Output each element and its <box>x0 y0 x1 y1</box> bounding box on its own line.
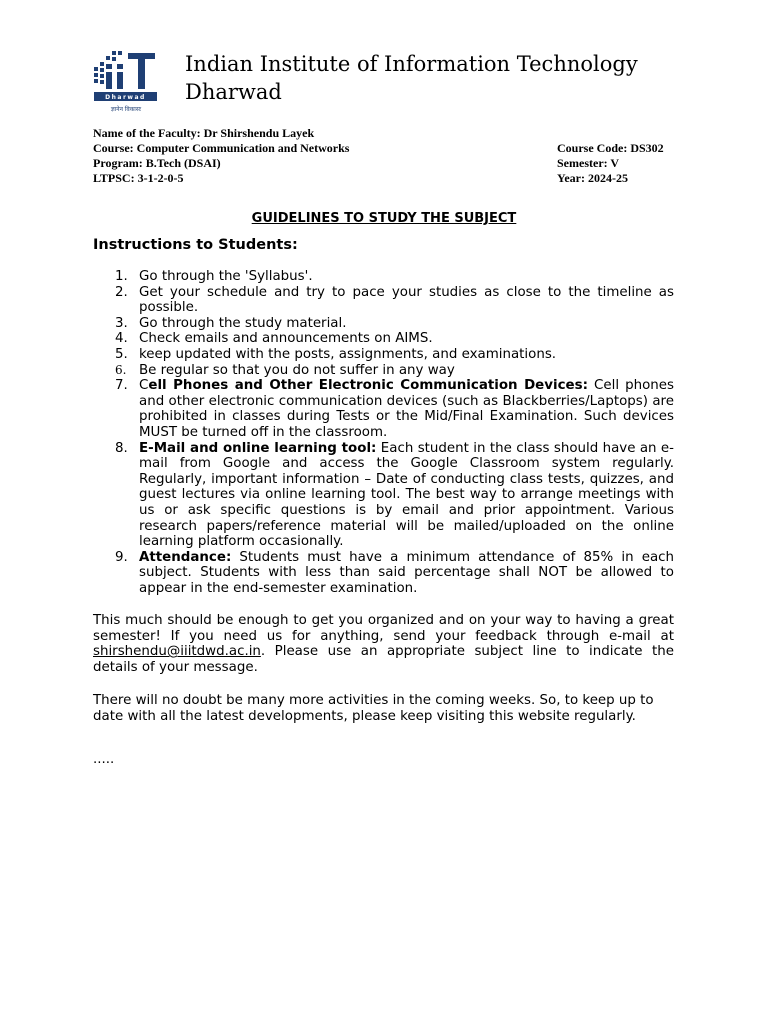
item-text: Each student in the class should have an e-mail from Google and access the Google Classroom system regularly. Regularly, important information – Date of conducting class tests, quizzes, and guest lectures via online learning tool. The best way to arrange meetings with us or ask specific questions is by email and prior appointment. Various research papers/reference material will be mailed/uploaded on the online learning platform occasionally. <box>139 440 675 550</box>
logo-text: Dharwad <box>105 94 146 101</box>
item-text: Go through the study material. <box>139 315 347 331</box>
item-text: Go through the 'Syllabus'. <box>139 269 313 284</box>
year: Year: 2024-25 <box>557 171 628 185</box>
logo-motto: ज्ञानेन विकासः <box>110 106 142 113</box>
item-text: Be regular so that you do not suffer in any way <box>139 362 455 378</box>
ltpsc: LTPSC: 3-1-2-0-5 <box>93 171 184 185</box>
semester: Semester: V <box>557 156 620 170</box>
course-code: Course Code: DS302 <box>557 141 664 155</box>
list-item <box>93 550 674 597</box>
course-name: Course: Computer Communication and Networks <box>93 141 350 155</box>
item-lead: C <box>139 378 149 394</box>
list-number: 5. <box>115 346 128 362</box>
closing-paragraph <box>93 613 674 675</box>
list-item <box>93 378 674 440</box>
document-title: GUIDELINES TO STUDY THE SUBJECT <box>251 211 517 226</box>
program-name: Program: B.Tech (DSAI) <box>93 156 221 170</box>
list-item <box>93 441 674 550</box>
iiit-dharwad-logo <box>93 50 159 114</box>
list-number: 4. <box>115 331 128 347</box>
list-item <box>93 269 674 285</box>
item-text: Get your schedule and try to pace your studies as close to the timeline as possible. <box>139 284 674 316</box>
course-meta-right <box>557 141 677 186</box>
item-text: Cell phones and other electronic communication devices (such as Blackberries/Laptops) are prohibited in classes during Tests or the Mid/Final Examination. Such devices MUST be turned off in the classroom. <box>139 378 674 440</box>
list-number: 9. <box>115 549 128 565</box>
list-item <box>93 285 674 316</box>
list-number: 1. <box>115 269 128 284</box>
list-item <box>93 363 674 379</box>
email-link[interactable]: shirshendu@iiitdwd.ac.in <box>93 644 261 660</box>
institute-name <box>185 50 645 106</box>
closing-text-after: . Please use an appropriate subject line to indicate the details of your message. <box>93 644 674 675</box>
item-bold-label: E-Mail and online learning tool: <box>139 440 377 456</box>
ellipsis: ..... <box>93 752 115 767</box>
website-paragraph: There will no doubt be many more activities in the coming weeks. So, to keep up to date with all the latest developments, please keep visiting this website regularly. <box>93 693 654 724</box>
list-number: 8. <box>115 440 128 456</box>
list-number: 6. <box>115 362 127 377</box>
instructions-heading: Instructions to Students: <box>93 237 298 253</box>
list-item <box>93 347 674 363</box>
item-bold-label: Attendance: <box>139 549 232 565</box>
item-text: keep updated with the posts, assignments, and examinations. <box>139 346 557 362</box>
list-number: 2. <box>115 284 128 300</box>
list-item <box>93 316 674 332</box>
institute-name-line2: Dharwad <box>185 80 282 104</box>
item-text: Check emails and announcements on AIMS. <box>139 331 433 347</box>
list-item <box>93 331 674 347</box>
item-text: Students must have a minimum attendance of 85% in each subject. Students with less than said percentage shall NOT be allowed to appear in the end-semester examination. <box>139 549 674 596</box>
item-bold-label: ell Phones and Other Electronic Communication Devices: <box>148 378 588 394</box>
closing-text-before: This much should be enough to get you organized and on your way to having a great semester! If you need us for anything, send your feedback through e-mail at <box>93 613 674 644</box>
list-number: 3. <box>115 315 128 331</box>
course-meta-left <box>93 126 523 186</box>
faculty-name: Name of the Faculty: Dr Shirshendu Layek <box>93 126 315 140</box>
list-number: 7. <box>115 378 128 394</box>
institute-name-line1: Indian Institute of Information Technology <box>185 52 638 76</box>
instructions-list <box>93 269 674 596</box>
